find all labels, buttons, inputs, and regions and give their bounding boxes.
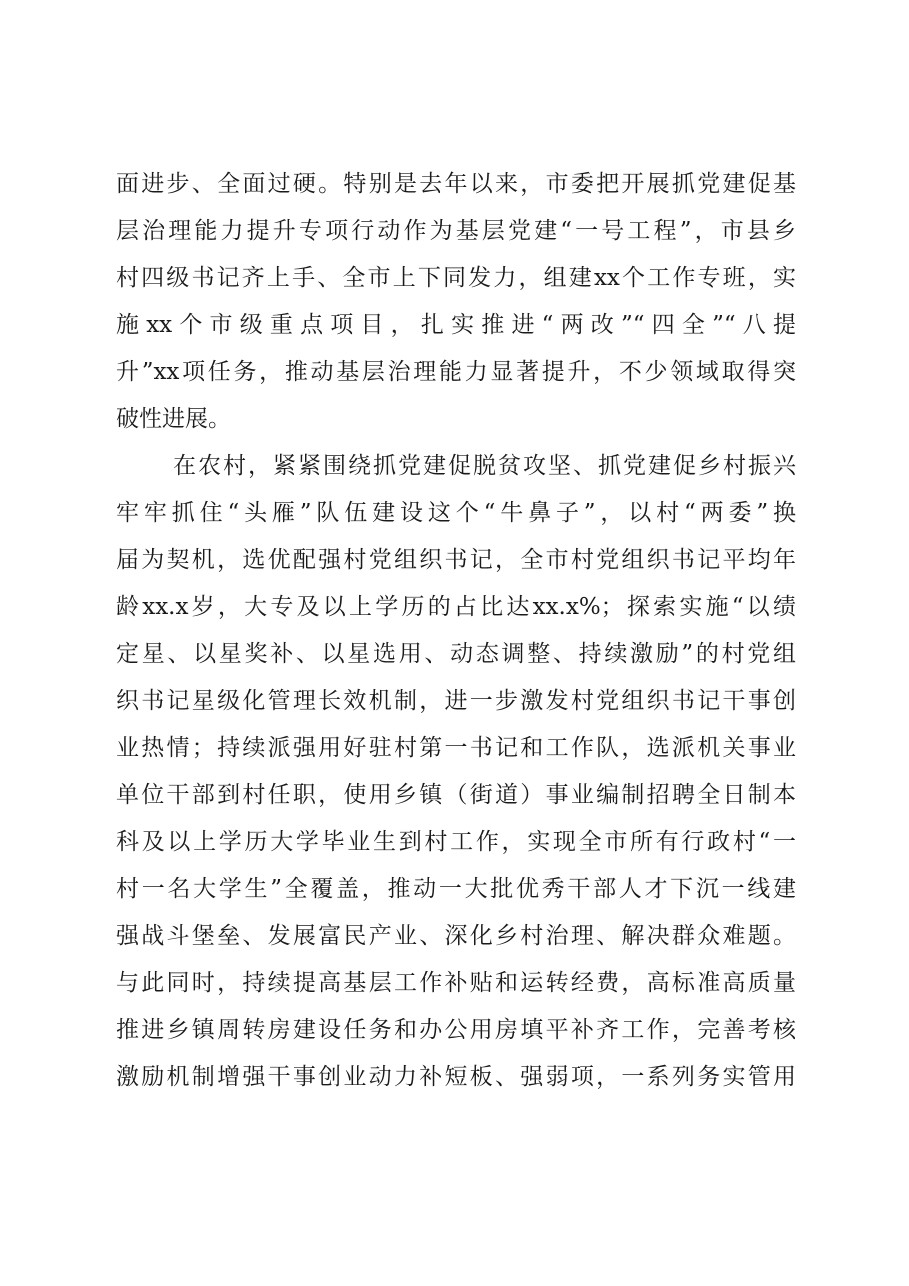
paragraph-line: 强战斗堡垒、发展富民产业、深化乡村治理、解决群众难题。 [116,923,796,949]
paragraph-line: 龄xx.x岁，大专及以上学历的占比达xx.x%；探索实施“以绩 [116,594,796,620]
paragraph-line: 织书记星级化管理长效机制，进一步激发村党组织书记干事创 [116,688,796,714]
paragraph-line: 届为契机，选优配强村党组织书记，全市村党组织书记平均年 [116,547,796,573]
paragraph-line: 定星、以星奖补、以星选用、动态调整、持续激励”的村党组 [116,641,796,667]
paragraph-line: 激励机制增强干事创业动力补短板、强弱项，一系列务实管用 [116,1064,796,1090]
paragraph-line: 科及以上学历大学毕业生到村工作，实现全市所有行政村“一 [116,829,796,855]
paragraph-line-indented: 在农村，紧紧围绕抓党建促脱贫攻坚、抓党建促乡村振兴 [173,453,796,479]
paragraph-line-last: 破性进展。 [116,406,231,432]
paragraph-line: 牢牢抓住“头雁”队伍建设这个“牛鼻子”，以村“两委”换 [116,500,796,526]
paragraph-line: 施xx个市级重点项目，扎实推进“两改”“四全”“八提 [116,312,796,338]
paragraph-line: 与此同时，持续提高基层工作补贴和运转经费，高标准高质量 [116,970,796,996]
paragraph-line: 升”xx项任务，推动基层治理能力显著提升，不少领域取得突 [116,359,796,385]
paragraph-line: 村一名大学生”全覆盖，推动一大批优秀干部人才下沉一线建 [116,876,796,902]
paragraph-line: 单位干部到村任职，使用乡镇（街道）事业编制招聘全日制本 [116,782,796,808]
paragraph-line: 层治理能力提升专项行动作为基层党建“一号工程”，市县乡 [116,218,796,244]
paragraph-line: 村四级书记齐上手、全市上下同发力，组建xx个工作专班，实 [116,265,796,291]
paragraph-line: 业热情；持续派强用好驻村第一书记和工作队，选派机关事业 [116,735,796,761]
paragraph-line: 面进步、全面过硬。特别是去年以来，市委把开展抓党建促基 [116,171,796,197]
paragraph-line: 推进乡镇周转房建设任务和办公用房填平补齐工作，完善考核 [116,1017,796,1043]
